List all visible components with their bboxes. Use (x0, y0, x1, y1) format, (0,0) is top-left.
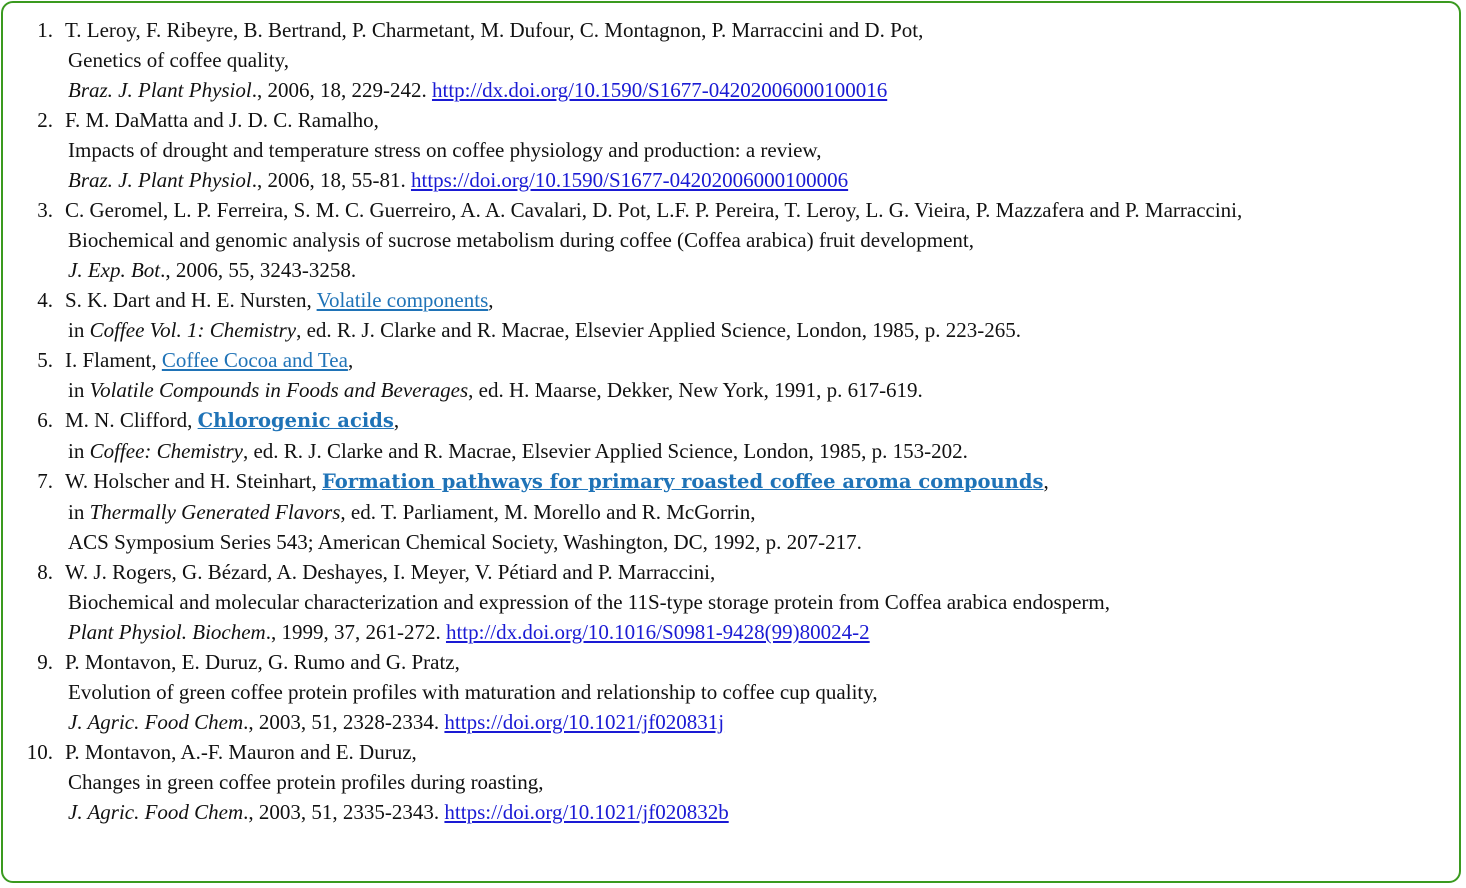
reference-number: 2. (37, 108, 53, 132)
reference-number: 7. (37, 469, 53, 493)
book-title: Thermally Generated Flavors (89, 500, 341, 524)
reference-title: Biochemical and molecular characterization and expression of the 11S-type storage protein from Coffea arabica endosperm, (68, 590, 1111, 614)
reference-item-5 (3, 345, 1463, 405)
journal-name: J. Exp. Bot (68, 258, 161, 282)
reference-title: Biochemical and genomic analysis of sucrose metabolism during coffee (Coffea arabica) fruit development, (68, 228, 974, 252)
reference-citation (65, 255, 1463, 285)
series-details: ACS Symposium Series 543; American Chemical Society, Washington, DC, 1992, p. 207-217. (68, 530, 862, 554)
journal-name: J. Agric. Food Chem (68, 800, 244, 824)
citation-details: ., 2006, 55, 3243-3258. (160, 258, 357, 282)
title-punctuation: , (393, 408, 400, 432)
reference-number: 8. (37, 560, 53, 584)
book-details: , ed. H. Maarse, Dekker, New York, 1991, p. 617-619. (468, 378, 923, 402)
reference-number: 9. (37, 650, 53, 674)
journal-name: J. Agric. Food Chem (68, 710, 244, 734)
doi-link[interactable]: http://dx.doi.org/10.1590/S1677-04202006000100016 (431, 78, 888, 102)
in-prefix: in (68, 378, 90, 402)
reference-citation (65, 617, 1463, 647)
doi-link[interactable]: https://doi.org/10.1590/S1677-04202006000100006 (410, 168, 849, 192)
reference-item-10 (3, 737, 1463, 827)
reference-authors: S. K. Dart and H. E. Nursten, (65, 288, 317, 312)
reference-title: Genetics of coffee quality, (68, 48, 289, 72)
book-details: , ed. R. J. Clarke and R. Macrae, Elsevier Applied Science, London, 1985, p. 153-202. (242, 439, 968, 463)
journal-name: Plant Physiol. Biochem (68, 620, 266, 644)
reference-item-9 (3, 647, 1463, 737)
reference-citation (65, 797, 1463, 827)
citation-details: ., 2006, 18, 229-242. (251, 78, 432, 102)
reference-authors: T. Leroy, F. Ribeyre, B. Bertrand, P. Charmetant, M. Dufour, C. Montagnon, P. Marraccini and D. Pot, (65, 18, 924, 42)
in-prefix: in (68, 500, 90, 524)
title-punctuation: , (488, 288, 494, 312)
title-punctuation: , (347, 348, 354, 372)
doi-link[interactable]: https://doi.org/10.1021/jf020832b (444, 800, 729, 824)
reference-authors: W. Holscher and H. Steinhart, (65, 469, 323, 493)
in-prefix: in (68, 318, 90, 342)
reference-number: 1. (37, 18, 53, 42)
reference-authors: W. J. Rogers, G. Bézard, A. Deshayes, I. Meyer, V. Pétiard and P. Marraccini, (65, 560, 716, 584)
doi-link[interactable]: https://doi.org/10.1021/jf020831j (444, 710, 725, 734)
reference-authors-line (65, 466, 1463, 497)
reference-number: 5. (37, 348, 53, 372)
reference-authors: C. Geromel, L. P. Ferreira, S. M. C. Guerreiro, A. A. Cavalari, D. Pot, L.F. P. Pereira, T. Leroy, L. G. Vieira, P. Mazzafera and P. Marraccini, (65, 198, 1243, 222)
reference-item-7 (3, 466, 1463, 557)
reference-authors: F. M. DaMatta and J. D. C. Ramalho, (65, 108, 379, 132)
reference-title: Changes in green coffee protein profiles during roasting, (68, 770, 544, 794)
reference-number: 3. (37, 198, 53, 222)
doi-link[interactable]: http://dx.doi.org/10.1016/S0981-9428(99)80024-2 (445, 620, 870, 644)
reference-citation (65, 75, 1463, 105)
book-citation (65, 497, 1463, 527)
book-title: Volatile Compounds in Foods and Beverages (89, 378, 469, 402)
chapter-title-link[interactable]: Formation pathways for primary roasted coffee aroma compounds (322, 470, 1044, 493)
reference-citation (65, 165, 1463, 195)
reference-title: Impacts of drought and temperature stress on coffee physiology and production: a review, (68, 138, 822, 162)
in-prefix: in (68, 439, 90, 463)
reference-authors-line (65, 285, 1463, 315)
reference-item-2 (3, 105, 1463, 195)
reference-item-1 (3, 15, 1463, 105)
reference-number: 10. (26, 740, 53, 764)
title-punctuation: , (1043, 469, 1049, 493)
reference-authors: M. N. Clifford, (65, 408, 198, 432)
book-citation (65, 436, 1463, 466)
reference-authors: I. Flament, (65, 348, 162, 372)
reference-authors: P. Montavon, E. Duruz, G. Rumo and G. Pratz, (65, 650, 460, 674)
reference-authors-line (65, 345, 1463, 375)
reference-number: 6. (37, 408, 53, 432)
book-details: , ed. R. J. Clarke and R. Macrae, Elsevier Applied Science, London, 1985, p. 223-265. (296, 318, 1021, 342)
reference-list (3, 15, 1463, 827)
book-title: Coffee: Chemistry (89, 439, 243, 463)
chapter-title-link[interactable]: Chlorogenic acids (197, 409, 394, 432)
book-citation (65, 315, 1463, 345)
book-citation (65, 375, 1463, 405)
chapter-title-link[interactable]: Volatile components (316, 288, 489, 312)
reference-panel (1, 1, 1461, 883)
reference-title: Evolution of green coffee protein profiles with maturation and relationship to coffee cup quality, (68, 680, 878, 704)
reference-number: 4. (37, 288, 53, 312)
reference-item-8 (3, 557, 1463, 647)
citation-details: ., 1999, 37, 261-272. (265, 620, 446, 644)
citation-details: ., 2003, 51, 2328-2334. (243, 710, 445, 734)
reference-item-6 (3, 405, 1463, 466)
reference-item-4 (3, 285, 1463, 345)
reference-authors-line (65, 405, 1463, 436)
reference-citation (65, 707, 1463, 737)
citation-details: ., 2003, 51, 2335-2343. (243, 800, 445, 824)
book-title: Coffee Vol. 1: Chemistry (89, 318, 297, 342)
journal-name: Braz. J. Plant Physiol (68, 78, 252, 102)
chapter-title-link[interactable]: Coffee Cocoa and Tea (161, 348, 348, 372)
journal-name: Braz. J. Plant Physiol (68, 168, 252, 192)
citation-details: ., 2006, 18, 55-81. (251, 168, 411, 192)
reference-item-3 (3, 195, 1463, 285)
book-details: , ed. T. Parliament, M. Morello and R. McGorrin, (340, 500, 756, 524)
reference-authors: P. Montavon, A.-F. Mauron and E. Duruz, (65, 740, 417, 764)
